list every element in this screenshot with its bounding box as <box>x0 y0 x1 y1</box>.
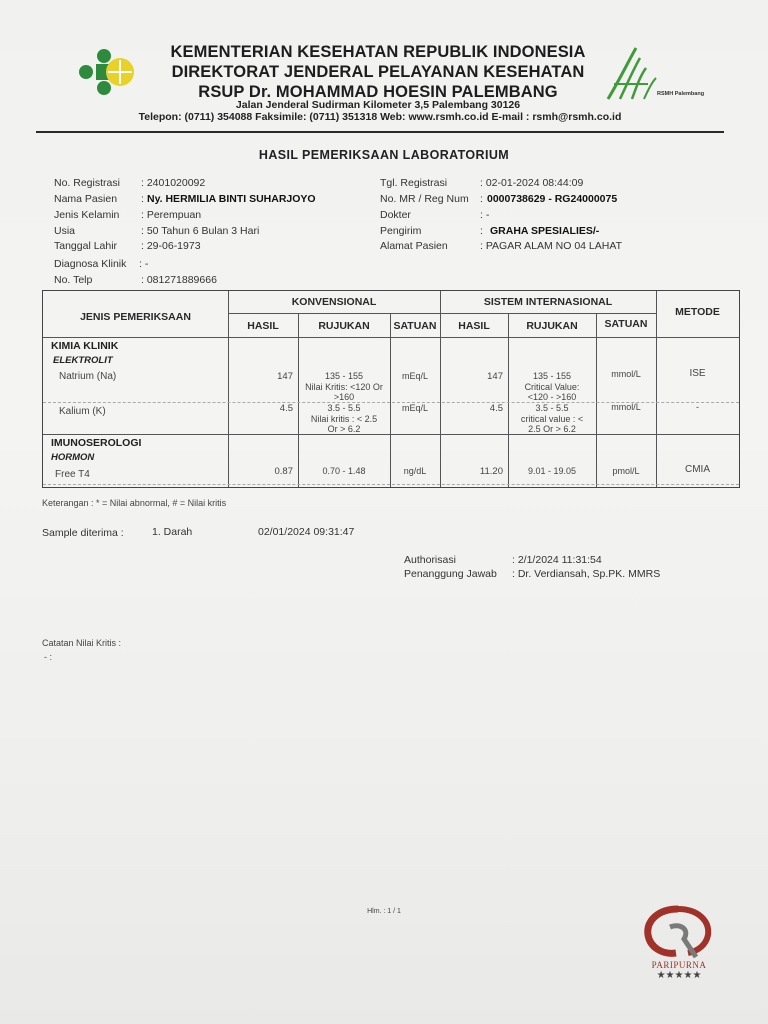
value-tanggal-lahir: : 29-06-1973 <box>141 240 201 252</box>
si-satuan-natrium: mmol/L <box>611 369 641 379</box>
metode-kalium: - <box>696 402 699 412</box>
hasil-natrium: 147 <box>277 371 293 382</box>
si-rujukan-natrium <box>508 371 596 403</box>
test-free-t4: Free T4 <box>55 469 90 480</box>
authorisasi-label: Authorisasi <box>404 554 456 566</box>
label-tgl-registrasi: Tgl. Registrasi <box>380 177 448 189</box>
paripurna-logo-icon <box>640 905 716 963</box>
penanggung-label: Penanggung Jawab <box>404 568 497 580</box>
header-titles <box>150 42 606 102</box>
value-alamat-pasien: : PAGAR ALAM NO 04 LAHAT <box>480 240 622 252</box>
rujukan-line: <120 - >160 <box>527 392 577 402</box>
hasil-free-t4: 0.87 <box>274 466 293 477</box>
header-divider <box>36 131 724 133</box>
rujukan-line: Critical Value: <box>524 381 580 392</box>
si-rujukan-free-t4: 9.01 - 19.05 <box>527 466 577 476</box>
test-natrium: Natrium (Na) <box>59 371 117 382</box>
header-contact: Telepon: (0711) 354088 Faksimile: (0711) 351318 Web: www.rsmh.co.id E-mail : rsmh@rsmh.co.id <box>138 111 622 123</box>
label-dokter: Dokter <box>380 209 411 221</box>
document-title: HASIL PEMERIKSAAN LABORATORIUM <box>258 148 510 162</box>
catatan-label: Catatan Nilai Kritis : <box>42 638 122 648</box>
section-imunoserologi: IMUNOSEROLOGI <box>51 437 142 449</box>
value-no-mr: 0000738629 - RG24000075 <box>487 193 618 205</box>
col-si-satuan: SATUAN <box>604 318 648 330</box>
section-kimia-klinik: KIMIA KLINIK <box>51 340 119 352</box>
page-number: Hlm. : 1 / 1 <box>367 908 401 915</box>
col-si-rujukan: RUJUKAN <box>526 320 578 332</box>
header-line1: KEMENTERIAN KESEHATAN REPUBLIK INDONESIA <box>170 43 586 61</box>
header-address: Jalan Jenderal Sudirman Kilometer 3,5 Palembang 30126 <box>235 99 521 111</box>
label-alamat-pasien: Alamat Pasien <box>380 240 448 252</box>
hasil-kalium: 4.5 <box>279 403 293 414</box>
header-line2: DIREKTORAT JENDERAL PELAYANAN KESEHATAN <box>171 63 585 81</box>
catatan-value: - : <box>44 652 52 662</box>
value-no-registrasi: : 2401020092 <box>141 177 206 189</box>
label-jenis-kelamin: Jenis Kelamin <box>54 209 120 221</box>
col-sistem-internasional: SISTEM INTERNASIONAL <box>483 296 613 308</box>
label-diagnosa-klinik: Diagnosa Klinik <box>54 258 127 270</box>
col-si-hasil: HASIL <box>458 320 490 332</box>
satuan-kalium: mEq/L <box>401 403 428 413</box>
col-rujukan: RUJUKAN <box>318 320 370 332</box>
colon: : <box>480 193 483 205</box>
rujukan-line: 3.5 - 5.5 <box>535 403 569 413</box>
si-hasil-kalium: 4.5 <box>489 403 503 414</box>
label-tanggal-lahir: Tanggal Lahir <box>54 240 118 252</box>
value-nama-pasien: Ny. HERMILIA BINTI SUHARJOYO <box>147 193 316 205</box>
label-usia: Usia <box>54 225 76 237</box>
col-hasil: HASIL <box>247 320 279 332</box>
col-satuan: SATUAN <box>393 320 437 332</box>
label-no-telp: No. Telp <box>54 274 93 286</box>
value-tgl-registrasi: : 02-01-2024 08:44:09 <box>480 177 584 189</box>
rujukan-line: 135 - 155 <box>324 371 364 381</box>
rsmh-logo-caption: RSMH Palembang <box>657 91 705 97</box>
value-no-telp: : 081271889666 <box>141 274 217 286</box>
rujukan-line: critical value : < <box>520 413 584 424</box>
si-hasil-natrium: 147 <box>487 371 503 382</box>
value-usia: : 50 Tahun 6 Bulan 3 Hari <box>141 225 260 237</box>
kemenkes-logo-icon <box>74 44 138 100</box>
value-diagnosa-klinik: : - <box>139 258 149 270</box>
si-hasil-free-t4: 11.20 <box>479 466 503 477</box>
si-satuan-free-t4: pmol/L <box>612 466 640 476</box>
subsection-hormon: HORMON <box>51 452 95 463</box>
label-no-mr: No. MR / Reg Num <box>380 193 469 205</box>
rujukan-line: >160 <box>333 392 355 402</box>
colon: : <box>141 193 144 205</box>
label-pengirim: Pengirim <box>380 225 422 237</box>
sample-time: 02/01/2024 09:31:47 <box>258 526 355 538</box>
keterangan: Keterangan : * = Nilai abnormal, # = Nilai kritis <box>42 498 227 508</box>
penanggung-value: : Dr. Verdiansah, Sp.PK. MMRS <box>512 568 661 580</box>
rujukan-line: Or > 6.2 <box>327 424 361 434</box>
satuan-free-t4: ng/dL <box>403 466 427 476</box>
rujukan-line: 2.5 Or > 6.2 <box>528 424 576 434</box>
value-pengirim: GRAHA SPESIALIES/- <box>490 225 600 237</box>
col-metode: METODE <box>675 306 720 318</box>
col-konvensional: KONVENSIONAL <box>291 296 377 308</box>
satuan-natrium: mEq/L <box>401 371 428 381</box>
label-no-registrasi: No. Registrasi <box>54 177 120 189</box>
colon: : <box>480 225 483 237</box>
si-rujukan-kalium <box>508 403 596 435</box>
paripurna-text: PARIPURNA <box>651 960 707 970</box>
value-jenis-kelamin: : Perempuan <box>141 209 202 221</box>
rujukan-line: 135 - 155 <box>532 371 572 381</box>
si-satuan-kalium: mmol/L <box>611 402 641 412</box>
paripurna-stars: ★★★★★ <box>656 970 702 981</box>
rujukan-natrium <box>298 371 390 403</box>
header-line3: RSUP Dr. MOHAMMAD HOESIN PALEMBANG <box>198 83 558 101</box>
test-kalium: Kalium (K) <box>59 406 106 417</box>
subsection-elektrolit: ELEKTROLIT <box>53 355 113 366</box>
rujukan-line: 3.5 - 5.5 <box>327 403 361 413</box>
rujukan-free-t4: 0.70 - 1.48 <box>322 466 366 476</box>
col-jenis-pemeriksaan: JENIS PEMERIKSAAN <box>80 311 191 323</box>
label-nama-pasien: Nama Pasien <box>54 193 118 205</box>
sample-value: 1. Darah <box>152 526 193 538</box>
results-table <box>42 290 740 488</box>
metode-free-t4: CMIA <box>685 464 710 475</box>
authorisasi-value: : 2/1/2024 11:31:54 <box>512 554 602 566</box>
value-dokter: : - <box>480 209 490 221</box>
metode-natrium: ISE <box>689 368 706 379</box>
rujukan-kalium <box>298 403 390 435</box>
sample-label: Sample diterima : <box>42 527 124 539</box>
rujukan-line: Nilai kritis : < 2.5 <box>310 413 378 424</box>
rujukan-line: Nilai Kritis: <120 Or <box>305 381 383 392</box>
